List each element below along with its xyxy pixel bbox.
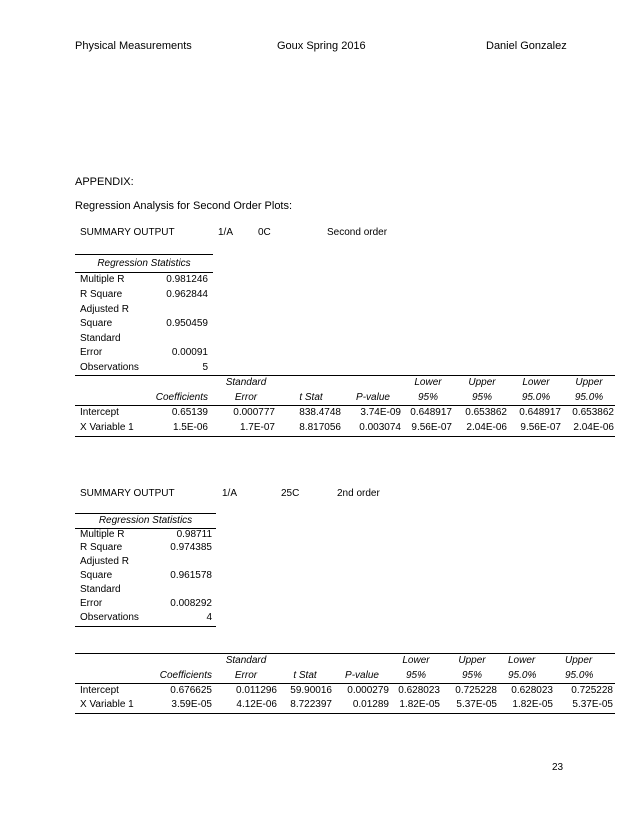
tag-3: 2nd order: [337, 488, 380, 499]
adjusted-r-label: Adjusted R: [80, 556, 129, 567]
cell-coefficient: 0.676625: [170, 685, 212, 696]
cell-upper-950: 0.653862: [572, 407, 614, 418]
cell-lower-950: 0.628023: [511, 685, 553, 696]
col-lower-950-2: 95.0%: [508, 670, 537, 681]
multiple-r-label: Multiple R: [80, 529, 125, 540]
rule: [75, 513, 216, 514]
adjusted-r-value: 0.961578: [170, 570, 212, 581]
rule: [75, 272, 213, 273]
appendix-title: APPENDIX:: [75, 176, 134, 188]
cell-p-value: 0.003074: [359, 422, 401, 433]
standard-error-label-2: Error: [80, 598, 103, 609]
col-t-stat: t Stat: [293, 670, 317, 681]
col-upper-95: Upper: [468, 377, 496, 388]
cell-upper-95: 5.37E-05: [456, 699, 497, 710]
r-square-value: 0.962844: [166, 289, 208, 300]
col-upper-950: Upper: [575, 377, 603, 388]
row-label: Intercept: [80, 407, 119, 418]
col-upper-950-2: 95.0%: [574, 392, 604, 403]
col-lower-950-2: 95.0%: [521, 392, 551, 403]
cell-upper-95: 0.725228: [455, 685, 497, 696]
col-standard-error-2: Error: [234, 670, 258, 681]
cell-p-value: 0.000279: [347, 685, 389, 696]
col-p-value: P-value: [356, 392, 390, 403]
col-p-value: P-value: [345, 670, 379, 681]
cell-lower-950: 9.56E-07: [520, 422, 561, 433]
adjusted-r-label-2: Square: [80, 318, 113, 329]
observations-label: Observations: [80, 612, 139, 623]
col-upper-95: Upper: [458, 655, 486, 666]
tag-1: 1/A: [218, 227, 234, 238]
cell-t-stat: 59.90016: [290, 685, 332, 696]
col-lower-950: Lower: [508, 655, 536, 666]
rule: [75, 683, 615, 684]
col-lower-95: Lower: [414, 377, 442, 388]
regression-statistics-title: Regression Statistics: [98, 515, 193, 526]
col-coefficients: Coefficients: [159, 670, 212, 681]
adjusted-r-label: Adjusted R: [80, 304, 129, 315]
cell-coefficient: 0.65139: [171, 407, 208, 418]
col-upper-950: Upper: [565, 655, 593, 666]
cell-upper-95: 0.653862: [465, 407, 507, 418]
multiple-r-label: Multiple R: [80, 274, 125, 285]
tag-3: Second order: [327, 227, 388, 238]
rule: [75, 405, 615, 406]
cell-standard-error: 0.000777: [233, 407, 275, 418]
header-right: Daniel Gonzalez: [486, 40, 567, 52]
regression-statistics-title: Regression Statistics: [97, 258, 191, 269]
tag-1: 1/A: [222, 488, 238, 499]
rule: [75, 254, 213, 255]
rule: [75, 653, 615, 654]
r-square-label: R Square: [80, 542, 123, 553]
cell-lower-95: 9.56E-07: [411, 422, 452, 433]
col-upper-950-2: 95.0%: [565, 670, 594, 681]
cell-lower-95: 0.648917: [410, 407, 452, 418]
rule: [75, 713, 615, 714]
col-standard-error: Standard: [225, 377, 267, 388]
multiple-r-value: 0.98711: [176, 529, 212, 540]
col-lower-950: Lower: [522, 377, 550, 388]
cell-upper-950: 0.725228: [571, 685, 613, 696]
r-square-value: 0.974385: [170, 542, 212, 553]
header-left: Physical Measurements: [75, 40, 192, 52]
standard-error-label: Standard: [80, 584, 121, 595]
cell-upper-950: 2.04E-06: [573, 422, 614, 433]
tag-2: 0C: [258, 227, 271, 238]
adjusted-r-value: 0.950459: [166, 318, 208, 329]
cell-standard-error: 1.7E-07: [239, 422, 275, 433]
row-label: X Variable 1: [80, 422, 134, 433]
cell-t-stat: 8.722397: [290, 699, 332, 710]
cell-p-value: 0.01289: [352, 699, 389, 710]
rule: [75, 626, 216, 627]
summary-output-label: SUMMARY OUTPUT: [80, 488, 175, 499]
col-lower-95-2: 95%: [417, 392, 438, 403]
observations-value: 5: [202, 362, 208, 373]
col-lower-95-2: 95%: [405, 670, 426, 681]
standard-error-label-2: Error: [80, 347, 103, 358]
standard-error-label: Standard: [80, 333, 121, 344]
r-square-label: R Square: [80, 289, 123, 300]
col-t-stat: t Stat: [299, 392, 323, 403]
tag-2: 25C: [281, 488, 300, 499]
cell-standard-error: 0.011296: [236, 685, 277, 696]
summary-output-label: SUMMARY OUTPUT: [80, 227, 175, 238]
cell-coefficient: 1.5E-06: [172, 422, 208, 433]
cell-lower-950: 0.648917: [519, 407, 561, 418]
rule: [75, 375, 615, 376]
page-number: 23: [552, 762, 564, 773]
cell-lower-950: 1.82E-05: [512, 699, 553, 710]
cell-upper-95: 2.04E-06: [466, 422, 507, 433]
cell-t-stat: 838.4748: [299, 407, 341, 418]
cell-standard-error: 4.12E-06: [236, 699, 277, 710]
section-title: Regression Analysis for Second Order Plots:: [75, 200, 293, 212]
cell-upper-950: 5.37E-05: [572, 699, 613, 710]
cell-lower-95: 0.628023: [398, 685, 440, 696]
col-upper-95-2: 95%: [461, 670, 482, 681]
adjusted-r-label-2: Square: [80, 570, 113, 581]
col-upper-95-2: 95%: [471, 392, 492, 403]
cell-coefficient: 3.59E-05: [171, 699, 212, 710]
cell-t-stat: 8.817056: [299, 422, 341, 433]
col-standard-error: Standard: [225, 655, 267, 666]
header-center: Goux Spring 2016: [277, 40, 366, 52]
cell-lower-95: 1.82E-05: [399, 699, 440, 710]
row-label: Intercept: [80, 685, 119, 696]
rule: [75, 436, 615, 437]
cell-p-value: 3.74E-09: [360, 407, 401, 418]
standard-error-value: 0.008292: [170, 598, 212, 609]
multiple-r-value: 0.981246: [166, 274, 208, 285]
row-label: X Variable 1: [80, 699, 134, 710]
observations-value: 4: [206, 612, 212, 623]
col-coefficients: Coefficients: [155, 392, 208, 403]
standard-error-value: 0.00091: [171, 347, 208, 358]
col-standard-error-2: Error: [234, 392, 258, 403]
col-lower-95: Lower: [402, 655, 430, 666]
observations-label: Observations: [80, 362, 139, 373]
